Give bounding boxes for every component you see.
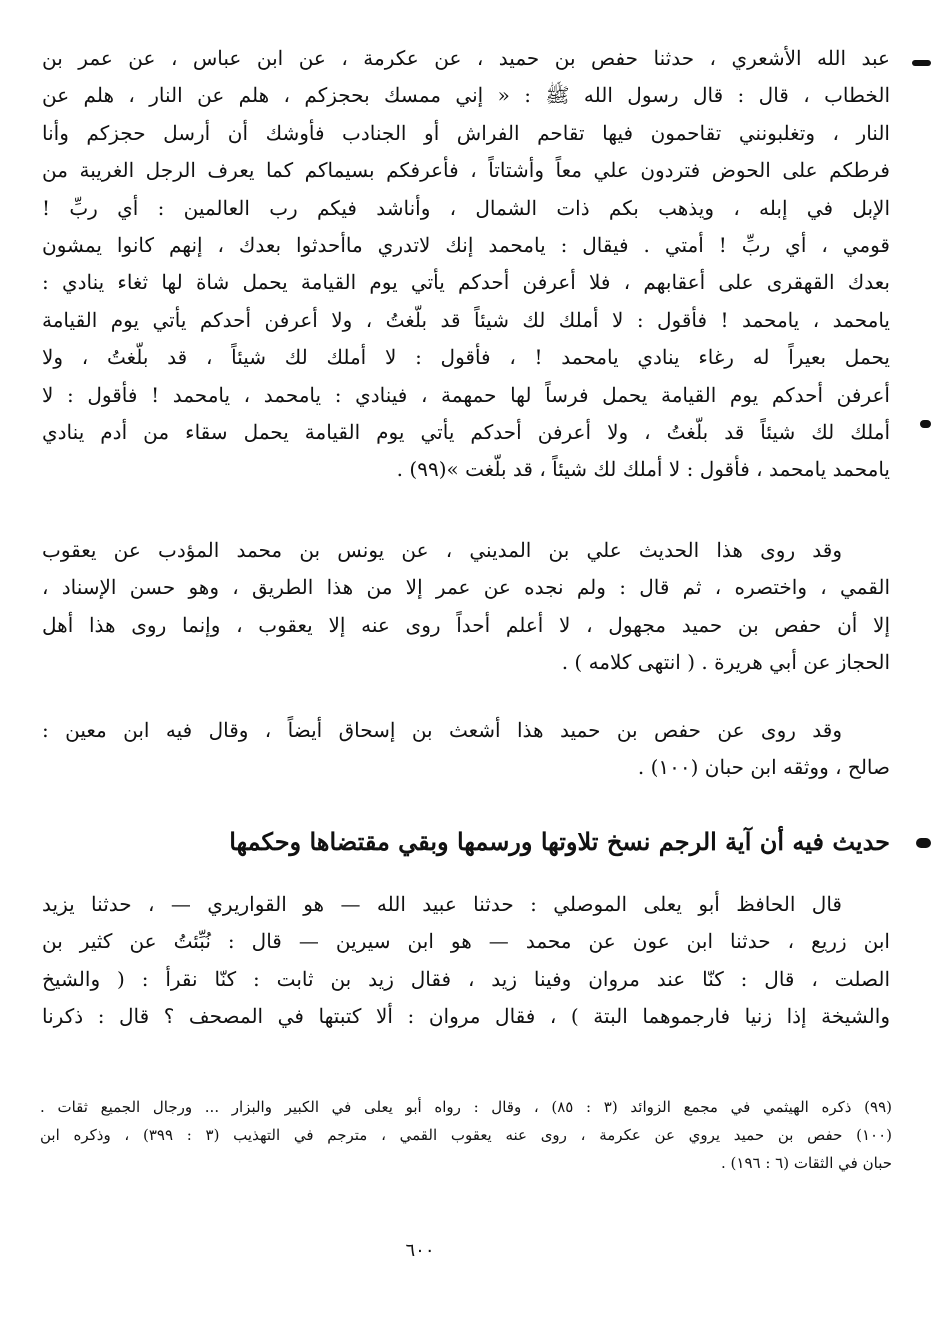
text-line: أعرفن أحدكم يوم القيامة يحمل فرساً لها حمهمة ، فينادي : يامحمد ، يامحمد ! فأقول : لا xyxy=(42,382,890,407)
text-line: يحمل بعيراً له رغاء ينادي يامحمد ! ، فأقول : لا أملك لك شيئاً ، قد بلّغتُ ، ولا xyxy=(42,345,890,370)
text-line: وقد روى هذا الحديث علي بن المديني ، عن يونس بن محمد المؤدب عن يعقوب xyxy=(42,538,842,562)
text-line: النار ، وتغلبونني تقاحمون فيها تقاحم الفراش أو الجنادب فأوشك أن أرسل حجزكم وأنا xyxy=(42,120,890,145)
text-line: والشيخة إذا زنيا فارجموهما البتة ) ، فقال مروان : ألا كتبتها في المصحف ؟ قال : ذكرنا xyxy=(42,1004,890,1029)
text-line: يامحمد يامحمد ، فأقول : لا أملك لك شيئاً ، قد بلّغت »(٩٩) . xyxy=(396,457,890,482)
footnote-99: (٩٩) ذكره الهيثمي في مجمع الزوائد (٣ : ٨٥) ، وقال : رواه أبو يعلى في الكبير والبزار ... ورجال الجميع ثقات . xyxy=(40,1098,892,1116)
text-line: أملك لك شيئاً قد بلّغتُ ، ولا أعرفن أحدكم يأتي يوم القيامة يحمل سقاء من أدم ينادي xyxy=(42,419,890,444)
text-line: عبد الله الأشعري ، حدثنا حفص بن حميد ، عن عكرمة ، عن ابن عباس ، عن عمر بن xyxy=(42,46,890,70)
scan-mark xyxy=(912,60,931,66)
footnote-100: (١٠٠) حفص بن حميد يروي عن عكرمة ، روى عنه يعقوب القمي ، مترجم في التهذيب (٣ : ٣٩٩) ، وذكره ابن xyxy=(40,1126,892,1144)
isnad-paragraph xyxy=(42,886,890,1036)
text-line: الإبل في إبله ، ويذهب بكم ذات الشمال ، وأناشد فيكم رب العالمين : أي ربِّ ! xyxy=(42,195,890,220)
text-line: الخطاب ، قال : قال رسول الله ﷺ : « إني ممسك بحجزكم ، هلم عن النار ، هلم عن xyxy=(42,83,890,108)
commentary-paragraph xyxy=(42,532,890,682)
text-line: الصلت ، قال : كنّا عند مروان وفينا زيد ، فقال زيد بن ثابت : كنّا نقرأ : ( والشيخ xyxy=(42,966,890,991)
text-line: إلا أن حفص بن حميد مجهول ، لا أعلم أحداً روى عنه إلا يعقوب ، وإنما روى هذا أهل xyxy=(42,612,890,637)
scan-mark xyxy=(920,420,931,428)
section-heading: حديث فيه أن آية الرجم نسخ تلاوتها ورسمها وبقي مقتضاها وحكمها xyxy=(229,827,890,856)
text-line: فرطكم على الحوض فتردون علي معاً وأشتاتاً ، فأعرفكم بسيماكم كما يعرف الرجل الغريبة من xyxy=(42,158,890,183)
text-line: ابن زريع ، حدثنا ابن عون عن محمد — هو ابن سيرين — قال : نُبِّئتُ عن كثير بن xyxy=(42,929,890,954)
text-line: بعدك القهقرى على أعقابهم ، فلا أعرفن أحدكم يأتي يوم القيامة يحمل شاة لها ثغاء ينادي : xyxy=(42,270,890,295)
text-line: الحجاز عن أبي هريرة . ( انتهى كلامه ) . xyxy=(561,650,890,675)
narrator-paragraph xyxy=(42,712,890,787)
footnote-100-continued: حبان في الثقات (٦ : ١٩٦) . xyxy=(721,1154,892,1172)
text-line: وقد روى عن حفص بن حميد هذا أشعث بن إسحاق أيضاً ، وقال فيه ابن معين : xyxy=(42,718,842,742)
footnotes xyxy=(40,1093,892,1177)
scan-mark xyxy=(916,838,931,848)
text-line: قومي ، أي ربِّ ! أمتي . فيقال : يامحمد إنك لاتدري ماأحدثوا بعدك ، إنهم كانوا يمشون xyxy=(42,232,890,257)
page-number: ٦٠٠ xyxy=(405,1240,435,1261)
hadith-paragraph xyxy=(42,40,890,489)
text-line: صالح ، ووثقه ابن حبان (١٠٠) . xyxy=(637,755,890,780)
text-line: قال الحافظ أبو يعلى الموصلي : حدثنا عبيد الله — هو القواريري — ، حدثنا يزيد xyxy=(42,892,842,916)
text-line: يامحمد ، يامحمد ! فأقول : لا أملك لك شيئاً قد بلّغتُ ، ولا أعرفن أحدكم يأتي يوم القيامة xyxy=(42,307,890,332)
text-line: القمي ، واختصره ، ثم قال : ولم نجده عن عمر إلا من هذا الطريق ، وهو حسن الإسناد ، xyxy=(42,575,890,600)
